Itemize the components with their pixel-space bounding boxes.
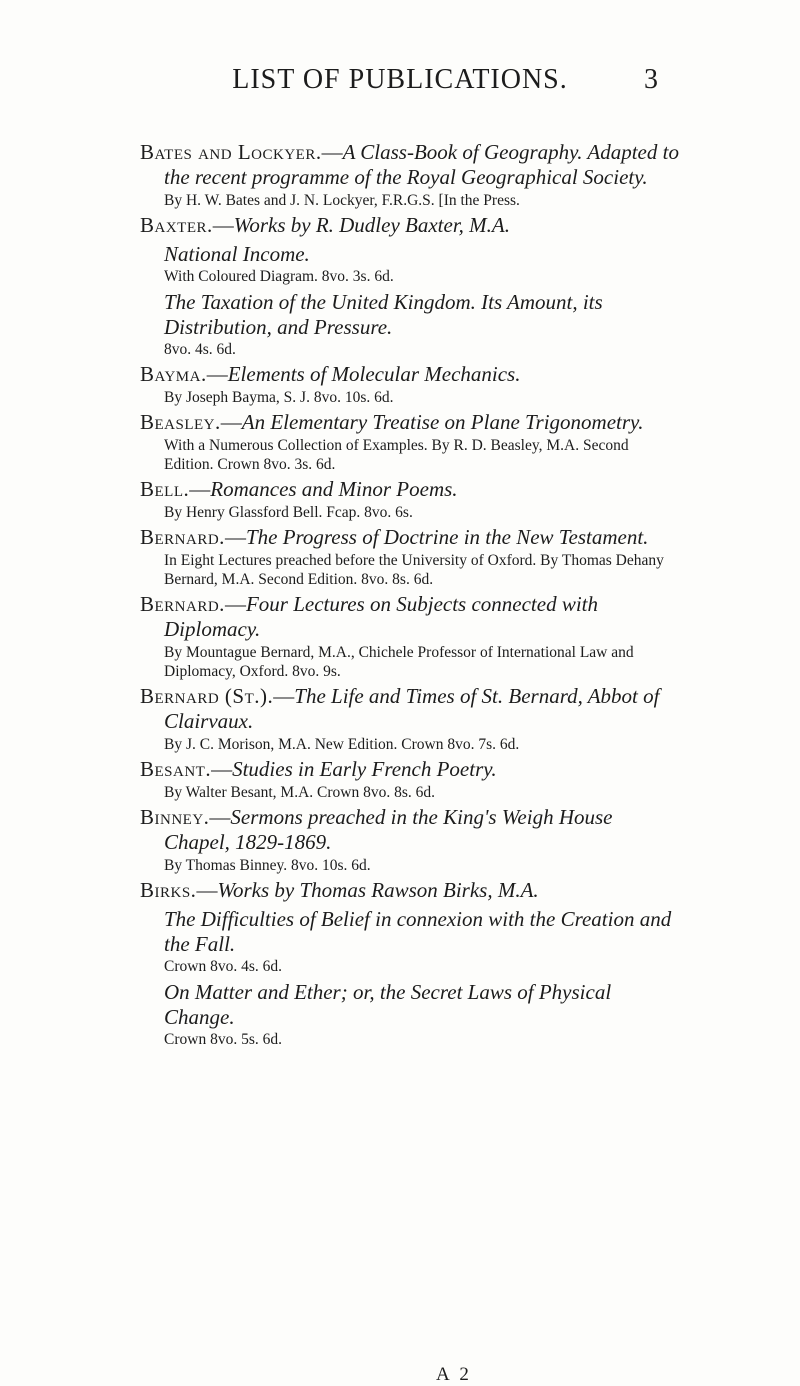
entry-subtitle: National Income. [164,242,310,266]
page-header [0,58,800,98]
entry-author: Bates and Lockyer. [140,140,322,164]
entry-author: Binney. [140,805,210,829]
entry-title: Studies in Early French Poetry. [232,757,497,781]
entry-title: Four Lectures on Subjects connected with Diplomacy. [164,592,599,641]
list-item: Bayma.—Elements of Molecular Mechanics. By Joseph Bayma, S. J. 8vo. 10s. 6d. [140,362,680,407]
entry-title: A Class-Book of Geography. Adapted to the recent programme of the Royal Geographical Society. [164,140,679,189]
entry-byline: By Thomas Binney. 8vo. 10s. 6d. [164,857,371,874]
entry-title: Romances and Minor Poems. [210,477,458,501]
list-item: Bernard.—The Progress of Doctrine in the New Testament. In Eight Lectures preached before the University of Oxford. By Thomas Dehany Bernard, M.A. Second Edition. 8vo. 8s. 6d. [140,525,680,589]
entry-note: 8vo. 4s. 6d. [164,341,236,358]
signature-mark: A 2 [436,1364,472,1385]
list-item: Bernard (St.).—The Life and Times of St. Bernard, Abbot of Clairvaux. By J. C. Morison, M.A. New Edition. Crown 8vo. 7s. 6d. [140,684,680,754]
entry-byline: With a Numerous Collection of Examples. By R. D. Beasley, M.A. Second Edition. Crown 8vo. 3s. 6d. [164,437,629,473]
entry-title: The Progress of Doctrine in the New Testament. [245,525,649,549]
entry-title: The Life and Times of St. Bernard, Abbot of Clairvaux. [164,684,660,733]
entry-byline: By Henry Glassford Bell. Fcap. 8vo. 6s. [164,504,413,521]
list-item: Bell.—Romances and Minor Poems. By Henry Glassford Bell. Fcap. 8vo. 6s. [140,477,680,522]
entry-byline: By Walter Besant, M.A. Crown 8vo. 8s. 6d. [164,784,435,801]
entry-author: Besant. [140,757,212,781]
entry-byline: By Mountague Bernard, M.A., Chichele Professor of International Law and Diplomacy, Oxford. 8vo. 9s. [164,644,634,680]
page-number: 3 [644,64,658,95]
list-item: Bates and Lockyer.—A Class-Book of Geography. Adapted to the recent programme of the Royal Geographical Society. By H. W. Bates and J. N. Lockyer, F.R.G.S. [In the Press. [140,140,679,209]
list-item: Bernard.—Four Lectures on Subjects connected with Diplomacy. By Mountague Bernard, M.A., Chichele Professor of International Law and Diplomacy, Oxford. 8vo. 9s. [140,592,680,681]
entry-title: Works by R. Dudley Baxter, M.A. [233,213,511,237]
entry-author: Bernard. [140,592,225,616]
entry-note: Crown 8vo. 5s. 6d. [164,1031,282,1048]
entry-byline: By H. W. Bates and J. N. Lockyer, F.R.G.S. [In the Press. [164,192,520,209]
list-item: Binney.—Sermons preached in the King's Weigh House Chapel, 1829-1869. By Thomas Binney. 8vo. 10s. 6d. [140,805,680,875]
list-item: Beasley.—An Elementary Treatise on Plane Trigonometry. With a Numerous Collection of Examples. By R. D. Beasley, M.A. Second Edition. Crown 8vo. 3s. 6d. [140,410,680,474]
entry-subtitle: On Matter and Ether; or, the Secret Laws of Physical Change. [164,980,612,1029]
entry-note: With Coloured Diagram. 8vo. 3s. 6d. [164,268,394,285]
entry-subtitle: The Difficulties of Belief in connexion with the Creation and the Fall. [164,907,672,956]
entry-subtitle: The Taxation of the United Kingdom. Its Amount, its Distribution, and Pressure. [164,290,603,339]
entry-author: Bell. [140,477,190,501]
entry-byline: By Joseph Bayma, S. J. 8vo. 10s. 6d. [164,389,394,406]
entry-author: Bayma. [140,362,207,386]
entry-author: Baxter. [140,213,213,237]
entry-title: Works by Thomas Rawson Birks, M.A. [217,878,539,902]
entry-byline: In Eight Lectures preached before the University of Oxford. By Thomas Dehany Bernard, M.A. Second Edition. 8vo. 8s. 6d. [164,552,664,588]
entry-author: Beasley. [140,410,221,434]
list-item: Besant.—Studies in Early French Poetry. By Walter Besant, M.A. Crown 8vo. 8s. 6d. [140,757,680,802]
entry-title: An Elementary Treatise on Plane Trigonometry. [241,410,644,434]
entry-author: Bernard (St.). [140,684,274,708]
page-title: LIST OF PUBLICATIONS. [232,64,568,95]
entry-title: Elements of Molecular Mechanics. [227,362,521,386]
entry-author: Bernard. [140,525,225,549]
list-item: Baxter.—Works by R. Dudley Baxter, M.A. National Income. With Coloured Diagram. 8vo. 3s. 6d. The Taxation of the United Kingdom. Its Amount, its Distribution, and Pressure. 8vo. 4s. 6d. [140,213,680,359]
list-item: Birks.—Works by Thomas Rawson Birks, M.A. The Difficulties of Belief in connexion with the Creation and the Fall. Crown 8vo. 4s. 6d. On Matter and Ether; or, the Secret Laws of Physical Change. Crown 8vo. 5s. 6d. [140,878,680,1049]
entry-note: Crown 8vo. 4s. 6d. [164,958,282,975]
entry-title: Sermons preached in the King's Weigh House Chapel, 1829-1869. [164,805,613,854]
entry-author: Birks. [140,878,197,902]
entry-byline: By J. C. Morison, M.A. New Edition. Crown 8vo. 7s. 6d. [164,736,520,753]
publication-list [140,140,680,1051]
